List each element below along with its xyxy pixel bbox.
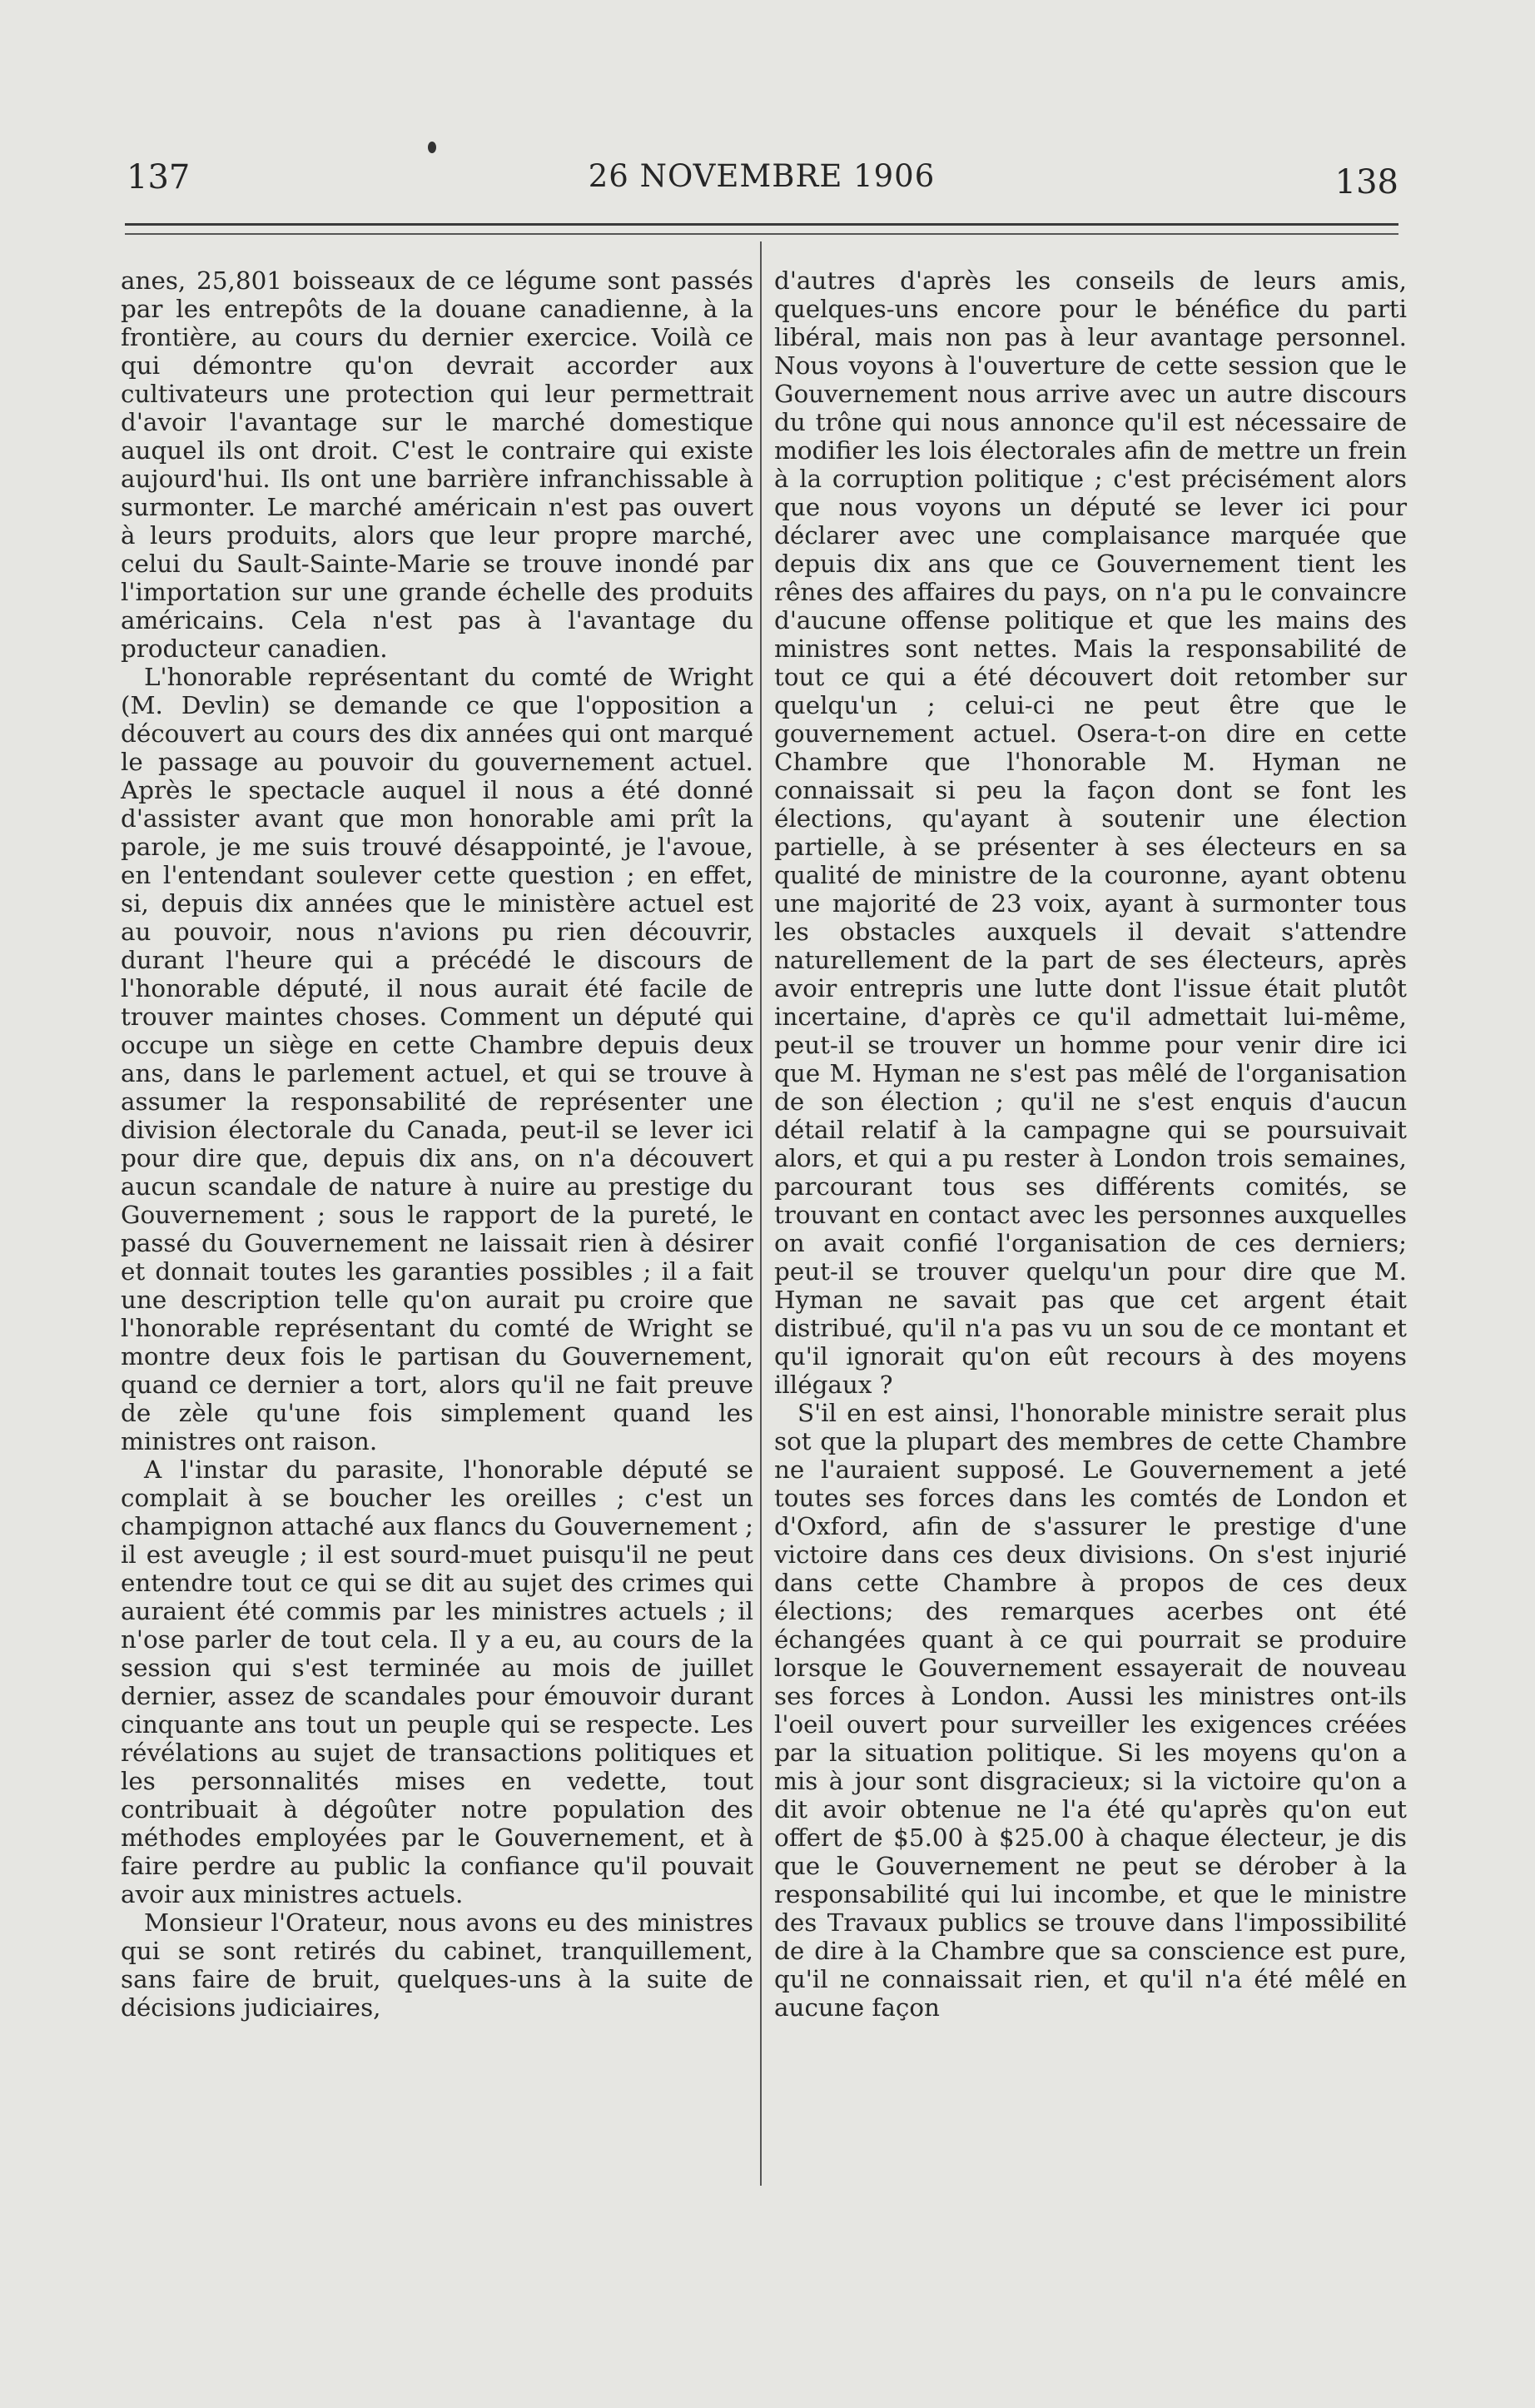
page-header <box>125 158 1398 208</box>
header-rule-top <box>125 223 1398 226</box>
page-date: 26 NOVEMBRE 1906 <box>588 158 936 194</box>
right-column <box>774 266 1407 2022</box>
paragraph: L'honorable représentant du comté de Wright (M. Devlin) se demande ce que l'opposition a découvert au cours des dix années qui ont marqué le passage au pouvoir du gouvernement actuel. Après le spectacle auquel il nous a été donné d'assister avant que mon honorable ami prît la parole, je me suis trouvé désappointé, je l'avoue, en l'entendant soulever cette question ; en effet, si, depuis dix années que le ministère actuel est au pouvoir, nous n'avions pu rien découvrir, durant l'heure qui a précédé le discours de l'honorable député, il nous aurait été facile de trouver maintes choses. Comment un député qui occupe un siège en cette Chambre depuis deux ans, dans le parlement actuel, et qui se trouve à assumer la responsabilité de représenter une division électorale du Canada, peut-il se lever ici pour dire que, depuis dix ans, on n'a découvert aucun scandale de nature à nuire au prestige du Gouvernement ; sous le rapport de la pureté, le passé du Gouvernement ne laissait rien à désirer et donnait toutes les garanties possibles ; il a fait une description telle qu'on aurait pu croire que l'honorable représentant du comté de Wright se montre deux fois le partisan du Gouvernement, quand ce dernier a tort, alors qu'il ne fait preuve de zèle qu'une fois simplement quand les ministres ont raison. <box>121 663 753 1455</box>
paragraph: d'autres d'après les conseils de leurs amis, quelques-uns encore pour le bénéfice du parti libéral, mais non pas à leur avantage personnel. Nous voyons à l'ouverture de cette session que le Gouvernement nous arrive avec un autre discours du trône qui nous annonce qu'il est nécessaire de modifier les lois électorales afin de mettre un frein à la corruption politique ; c'est précisément alors que nous voyons un député se lever ici pour déclarer avec une complaisance marquée que depuis dix ans que ce Gouvernement tient les rênes des affaires du pays, on n'a pu le convaincre d'aucune offense politique et que les mains des ministres sont nettes. Mais la responsabilité de tout ce qui a été découvert doit retomber sur quelqu'un ; celui-ci ne peut être que le gouvernement actuel. Osera-t-on dire en cette Chambre que l'honorable M. Hyman ne connaissait si peu la façon dont se font les élections, qu'ayant à soutenir une élection partielle, à se présenter à ses électeurs en sa qualité de ministre de la couronne, ayant obtenu une majorité de 23 voix, ayant à surmonter tous les obstacles auxquels il devait s'attendre naturellement de la part de ses électeurs, après avoir entrepris une lutte dont l'issue était plutôt incertaine, d'après ce qu'il admettait lui-même, peut-il se trouver un homme pour venir dire ici que M. Hyman ne s'est pas mêlé de l'organisation de son élection ; qu'il ne s'est enquis d'aucun détail relatif à la campagne qui se poursuivait alors, et qui a pu rester à London trois semaines, parcourant tous ses différents comités, se trouvant en contact avec les personnes auxquelles on avait confié l'organisation de ces derniers; peut-il se trouver quelqu'un pour dire que M. Hyman ne savait pas que cet argent était distribué, qu'il n'a pas vu un sou de ce montant et qu'il ignorait qu'on eût recours à des moyens illégaux ? <box>774 266 1407 1399</box>
header-rule-bottom <box>125 233 1398 235</box>
ink-dot <box>428 142 436 153</box>
paragraph: Monsieur l'Orateur, nous avons eu des ministres qui se sont retirés du cabinet, tranquillement, sans faire de bruit, quelques-uns à la suite de décisions judiciaires, <box>121 1908 753 2022</box>
page-number-left: 137 <box>127 158 191 197</box>
paragraph: S'il en est ainsi, l'honorable ministre serait plus sot que la plupart des membres de cette Chambre ne l'auraient supposé. Le Gouvernement a jeté toutes ses forces dans les comtés de London et d'Oxford, afin de s'assurer le prestige d'une victoire dans ces deux divisions. On s'est injurié dans cette Chambre à propos de ces deux élections; des remarques acerbes ont été échangées quant à ce qui pourrait se produire lorsque le Gouvernement essayerait de nouveau ses forces à London. Aussi les ministres ont-ils l'oeil ouvert pour surveiller les exigences créées par la situation politique. Si les moyens qu'on a mis à jour sont disgracieux; si la victoire qu'on a dit avoir obtenue ne l'a été qu'après qu'on eut offert de $5.00 à $25.00 à chaque électeur, je dis que le Gouvernement ne peut se dérober à la responsabilité qui lui incombe, et que le ministre des Travaux publics se trouve dans l'impossibilité de dire à la Chambre que sa conscience est pure, qu'il ne connaissait rien, et qu'il n'a été mêlé en aucune façon <box>774 1399 1407 2022</box>
paragraph: A l'instar du parasite, l'honorable député se complait à se boucher les oreilles ; c'est un champignon attaché aux flancs du Gouvernement ; il est aveugle ; il est sourd-muet puisqu'il ne peut entendre tout ce qui se dit au sujet des crimes qui auraient été commis par les ministres actuels ; il n'ose parler de tout cela. Il y a eu, au cours de la session qui s'est terminée au mois de juillet dernier, assez de scandales pour émouvoir durant cinquante ans tout un peuple qui se respecte. Les révélations au sujet de transactions politiques et les personnalités mises en vedette, tout contribuait à dégoûter notre population des méthodes employées par le Gouvernement, et à faire perdre au public la confiance qu'il pouvait avoir aux ministres actuels. <box>121 1455 753 1908</box>
column-divider <box>760 241 762 2186</box>
left-column <box>121 266 753 2022</box>
page-number-right: 138 <box>1334 163 1398 201</box>
paragraph: anes, 25,801 boisseaux de ce légume sont passés par les entrepôts de la douane canadienne, à la frontière, au cours du dernier exercice. Voilà ce qui démontre qu'on devrait accorder aux cultivateurs une protection qui leur permettrait d'avoir l'avantage sur le marché domestique auquel ils ont droit. C'est le contraire qui existe aujourd'hui. Ils ont une barrière infranchissable à surmonter. Le marché américain n'est pas ouvert à leurs produits, alors que leur propre marché, celui du Sault-Sainte-Marie se trouve inondé par l'importation sur une grande échelle des produits américains. Cela n'est pas à l'avantage du producteur canadien. <box>121 266 753 663</box>
